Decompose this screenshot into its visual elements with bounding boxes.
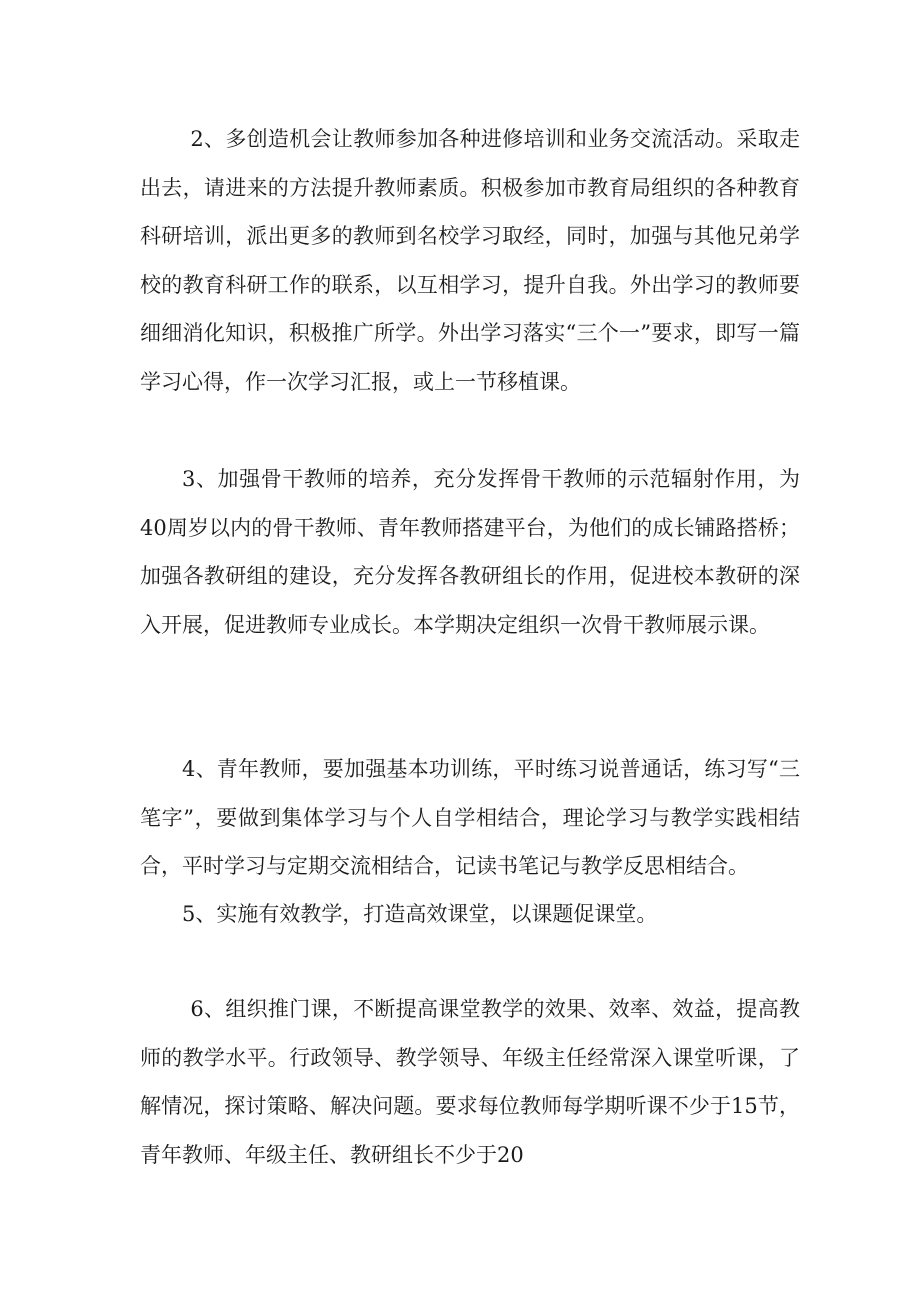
paragraph-item-2: 2、多创造机会让教师参加各种进修培训和业务交流活动。采取走出去，请进来的方法提升教师素质。积极参加市教育局组织的各种教育科研培训，派出更多的教师到名校学习取经，同时，加强与其他兄弟学校的教育科研工作的联系，以互相学习，提升自我。外出学习的教师要细细消化知识，积极推广所学。外出学习落实“三个一”要求，即写一篇学习心得，作一次学习汇报，或上一节移植课。 [140,127,800,394]
paragraph-item-5: 5、实施有效教学，打造高效课堂，以课题促课堂。 [182,902,658,926]
paragraph-item-3: 3、加强骨干教师的培养，充分发挥骨干教师的示范辐射作用，为40周岁以内的骨干教师、青年教师搭建平台，为他们的成长铺路搭桥；加强各教研组的建设，充分发挥各教研组长的作用，促进校本教研的深入开展，促进教师专业成长。本学期决定组织一次骨干教师展示课。 [140,467,800,637]
paragraph-item-4: 4、青年教师，要加强基本功训练，平时练习说普通话，练习写“三笔字”，要做到集体学习与个人自学相结合，理论学习与教学实践相结合，平时学习与定期交流相结合，记读书笔记与教学反思相结合。 [140,757,800,878]
paragraph-item-6: 6、组织推门课，不断提高课堂教学的效果、效率、效益，提高教师的教学水平。行政领导、教学领导、年级主任经常深入课堂听课，了解情况，探讨策略、解决问题。要求每位教师每学期听课不少于15节，青年教师、年级主任、教研组长不少于20 [140,997,800,1167]
